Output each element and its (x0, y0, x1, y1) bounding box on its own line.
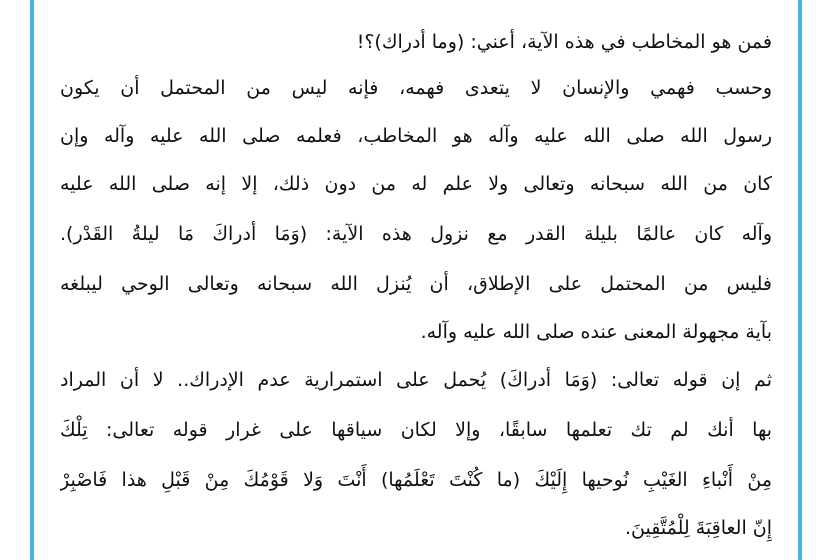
text-line-3: رسول الله صلى الله عليه وآله هو المخاطب، فعلمه صلى الله عليه وآله وإن (60, 125, 772, 147)
text-line-9: بها أنك لم تك تعلمها سابقًا، وإلا لكان سياقها على غرار قوله تعالى: تِلْكَ (60, 419, 772, 441)
text-line-10: مِنْ أَنْباءِ الغَيْبِ نُوحيها إِلَيْكَ (ما كُنْتَ تَعْلَمُها) أَنْتَ وَلا قَوْمُكَ مِنْ قَبْلِ هذا فَاصْبِرْ (60, 469, 772, 491)
left-border-line (30, 0, 34, 560)
text-line-4: كان من الله سبحانه وتعالى ولا علم له من دون ذلك، إلا إنه صلى الله عليه (60, 173, 772, 195)
text-line-8: ثم إن قوله تعالى: (وَمَا أدراكَ) يُحمل على استمرارية عدم الإدراك.. لا أن المراد (60, 369, 772, 391)
text-line-5: وآله كان عالمًا بليلة القدر مع نزول هذه الآية: (وَمَا أدراكَ مَا ليلةُ القَدْر). (60, 223, 772, 245)
text-line-1: فمن هو المخاطب في هذه الآية، أعني: (وما أدراك)؟! (356, 31, 772, 53)
text-line-7: بآية مجهولة المعنى عنده صلى الله عليه وآله. (420, 321, 772, 343)
text-line-2: وحسب فهمي والإنسان لا يتعدى فهمه، فإنه ليس من المحتمل أن يكون (60, 77, 772, 99)
text-line-6: فليس من المحتمل على الإطلاق، أن يُنزل الله سبحانه وتعالى الوحي ليبلغه (60, 273, 772, 295)
text-line-11: إِنّ العاقِبَةَ لِلْمُتَّقِينَ. (625, 517, 772, 539)
right-border-line (798, 0, 802, 560)
